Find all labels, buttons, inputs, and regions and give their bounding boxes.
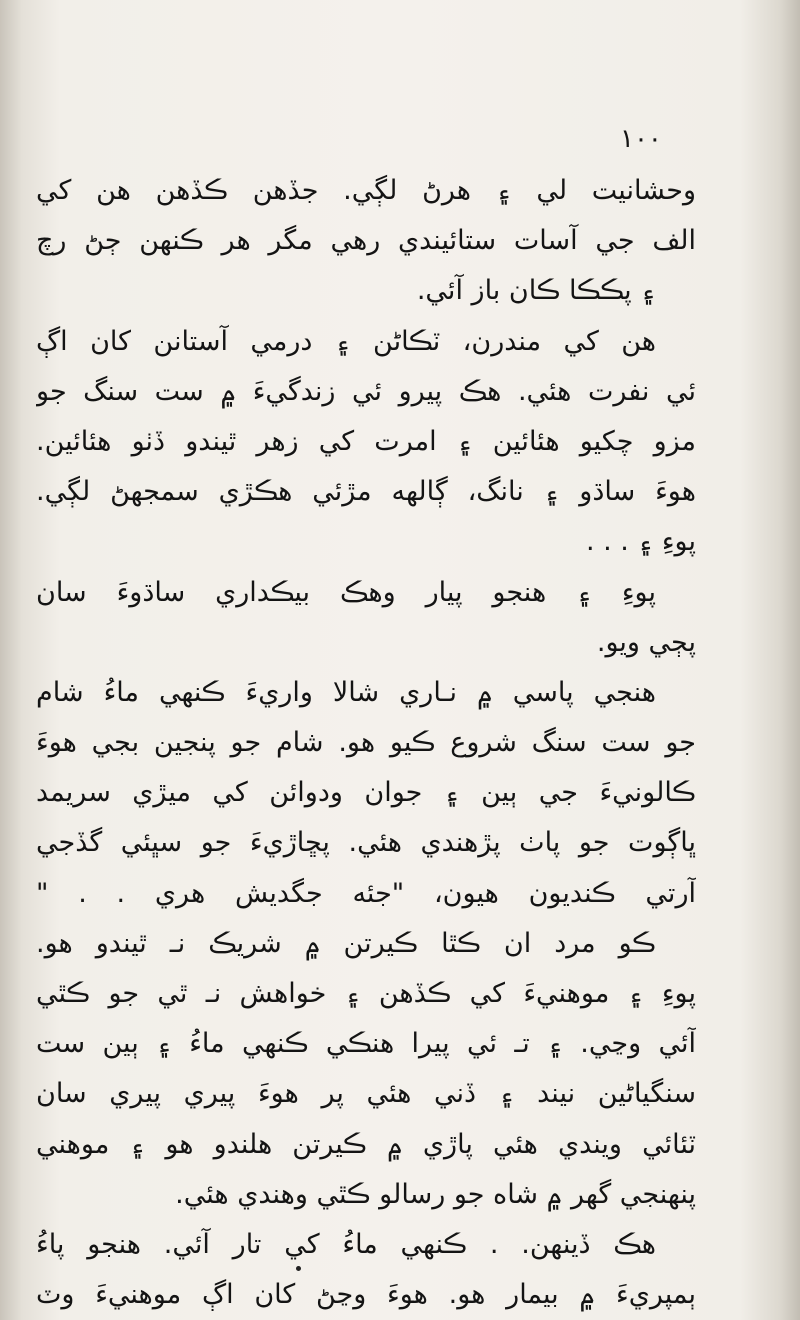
text-line: ڪو مرد ان ڪٿا ڪيرتن ۾ شريڪ نـ ٿيندو هو.: [36, 927, 656, 959]
text-line: پنهنجي گهر ۾ شاه جو رسالو ڪٿي وهندي هئي.: [175, 1178, 696, 1210]
text-line: هڪ ڏينهن. . ڪنهي ماءُ کي تار آئي. هنجو پاءُ: [36, 1228, 656, 1260]
text-line: هوءَ ساڌو ۽ نانگ، ڳالهه مڙئي هڪڙي سمجهڻ لڳي.: [36, 476, 696, 508]
text-line: هنجي پاسي ۾ نـاري شالا واريءَ ڪنهي ماءُ شام: [36, 676, 656, 708]
text-line: ڀاڳوت جو پاٺ پڙهندي هئي. پڇاڙيءَ جو سڀئي گڏجي: [36, 827, 696, 859]
text-line: ئي نفرت هئي. هڪ پيرو ئي زندگيءَ ۾ ست سنگ جو: [36, 375, 696, 407]
body-text: [36, 166, 696, 1320]
text-line: الف جي آسات ستائيندي رهي مگر هر ڪنهن ڄڻ رچ: [36, 225, 696, 257]
text-line: پوءِ ۽ موهنيءَ کي ڪڏهن ۽ خواهش نـ ٿي جو ڪٿي: [36, 978, 696, 1009]
ink-dot: [296, 1266, 301, 1271]
text-line: ٽئائي ويندي هئي پاڙي ۾ ڪيرتن هلندو هو ۽ موهني: [36, 1128, 696, 1160]
text-line: پوءِ ۽ هنجو پيار وهڪ بيڪداري ساڌوءَ سان: [36, 576, 656, 608]
text-line: پڄي ويو.: [596, 626, 696, 658]
text-line: سنگياڻين نيند ۽ ڏني هئي پر هوءَ پيري پيري سان: [36, 1078, 696, 1110]
text-line: آئي وڃي. ۽ تـ ئي پيرا هنڪي ڪنهي ماءُ ۽ ٻين ست: [36, 1028, 696, 1060]
text-line: جو ست سنگ شروع ڪيو هو. شام جو پنجين بجي هوءَ: [36, 727, 696, 759]
text-line: پوءِ ۽ . . .: [585, 526, 696, 558]
page-number: ١٠٠: [620, 124, 662, 154]
text-line: ڪالونيءَ جي ٻين ۽ جوان ودوائن کي ميڙي سريمد: [36, 777, 696, 809]
text-line: ٻمپريءَ ۾ بيمار هو. هوءَ وڃڻ کان اڳ موهنيءَ وٽ: [36, 1279, 696, 1311]
text-line: مزو چکيو هئائين ۽ امرت کي زهر ٿيندو ڏٺو هئائين.: [36, 425, 696, 457]
text-line: آرتي ڪنديون هيون، "جئه جگديش هري . . ": [36, 877, 696, 909]
text-line: هن کي مندرن، ٽڪاڻن ۽ درمي آستانن کان اڳ: [36, 325, 656, 357]
text-line: ۽ پڪڪا ڪان باز آئي.: [416, 275, 656, 307]
text-line: وحشانيت لي ۽ هرڻ لڳي. جڏهن ڪڏهن هن کي: [36, 175, 696, 206]
